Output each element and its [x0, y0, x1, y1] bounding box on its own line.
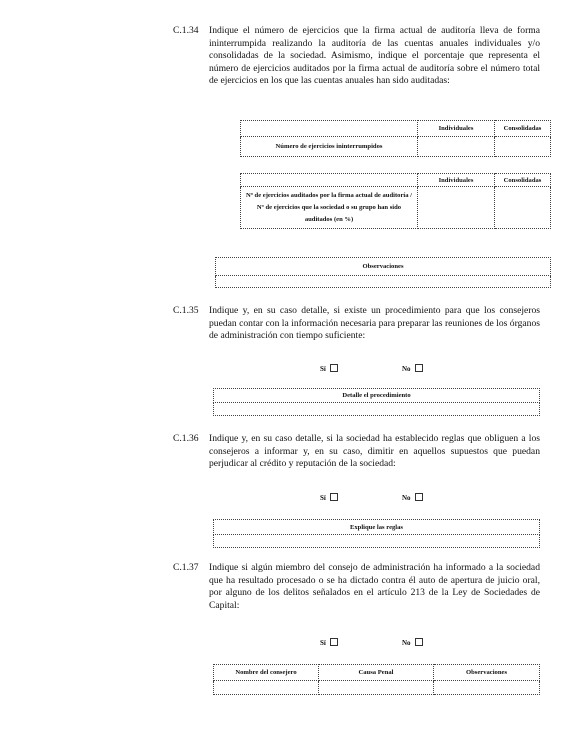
no-label: No: [402, 639, 411, 647]
no-checkbox[interactable]: [415, 364, 423, 372]
si-option: [320, 493, 338, 502]
section-number: C.1.36: [173, 433, 199, 444]
row-label: Nº de ejercicios auditados por la firma actual de auditoría / Nº de ejercicios que la sociedad o su grupo han sido auditados (en %): [241, 187, 418, 229]
col-consolidadas: Consolidadas: [495, 174, 551, 187]
cell-causa[interactable]: [319, 681, 434, 695]
no-label: No: [402, 365, 411, 373]
no-option: [402, 638, 423, 647]
si-label: Sí: [320, 365, 326, 373]
cell-consolidadas[interactable]: [495, 187, 551, 229]
section-number: C.1.35: [173, 305, 199, 316]
section-text: Indique el número de ejercicios que la firma actual de auditoría lleva de forma ininterrumpida realizando la auditoría de las cuentas anuales individuales y/o consolidadas de la sociedad. Asimismo, indique el porcentaje que representa el número de ejercicios auditados por la firma actual de auditoría sobre el número total de ejercicios en los que las cuentas anuales han sido auditadas:: [209, 25, 540, 87]
no-checkbox[interactable]: [415, 493, 423, 501]
table-porcentaje-auditados: [240, 173, 551, 229]
col-observaciones: Observaciones: [434, 665, 540, 681]
si-label: Sí: [320, 639, 326, 647]
row-label: Número de ejercicios ininterrumpidos: [241, 137, 418, 157]
cell-nombre[interactable]: [214, 681, 319, 695]
no-option: [402, 493, 423, 502]
no-checkbox[interactable]: [415, 638, 423, 646]
cell-consolidadas[interactable]: [495, 137, 551, 157]
si-checkbox[interactable]: [330, 493, 338, 501]
col-causa-penal: Causa Penal: [319, 665, 434, 681]
table-observaciones: [215, 257, 551, 288]
observaciones-cell[interactable]: [216, 276, 551, 288]
section-text: Indique y, en su caso detalle, si la sociedad ha establecido reglas que obliguen a los consejeros a informar y, en su caso, dimitir en aquellos supuestos que puedan perjudicar al crédito y reputación de la sociedad:: [209, 433, 540, 470]
reglas-cell[interactable]: [214, 535, 540, 548]
section-c135: [173, 305, 540, 343]
section-number: C.1.34: [173, 25, 199, 36]
section-text: Indique y, en su caso detalle, si existe un procedimiento para que los consejeros puedan contar con la información necesaria para preparar las reuniones de los órganos de administración con tiempo suficiente:: [209, 305, 540, 342]
table-consejeros-procesados: [213, 664, 540, 695]
cell-individuales[interactable]: [418, 187, 495, 229]
table-detalle-procedimiento: [213, 388, 540, 416]
section-c137: [173, 562, 540, 612]
col-individuales: Individuales: [418, 174, 495, 187]
si-checkbox[interactable]: [330, 364, 338, 372]
detalle-header: Detalle el procedimiento: [214, 389, 540, 403]
cell-individuales[interactable]: [418, 137, 495, 157]
col-individuales: Individuales: [418, 121, 495, 137]
si-option: [320, 638, 338, 647]
no-option: [402, 364, 423, 373]
reglas-header: Explique las reglas: [214, 520, 540, 535]
table-explique-reglas: [213, 519, 540, 548]
no-label: No: [402, 494, 411, 502]
col-nombre-consejero: Nombre del consejero: [214, 665, 319, 681]
table-ejercicios-ininterrumpidos: [240, 120, 551, 157]
si-label: Sí: [320, 494, 326, 502]
section-text: Indique si algún miembro del consejo de administración ha informado a la sociedad que ha resultado procesado o se ha dictado contra él auto de apertura de juicio oral, por alguno de los delitos señalados en el artículo 213 de la Ley de Sociedades de Capital:: [209, 562, 540, 611]
detalle-cell[interactable]: [214, 403, 540, 416]
section-number: C.1.37: [173, 562, 199, 573]
observaciones-header: Observaciones: [216, 258, 551, 276]
section-c136: [173, 433, 540, 471]
section-c134: [173, 25, 540, 88]
si-option: [320, 364, 338, 373]
cell-observaciones[interactable]: [434, 681, 540, 695]
col-consolidadas: Consolidadas: [495, 121, 551, 137]
si-checkbox[interactable]: [330, 638, 338, 646]
